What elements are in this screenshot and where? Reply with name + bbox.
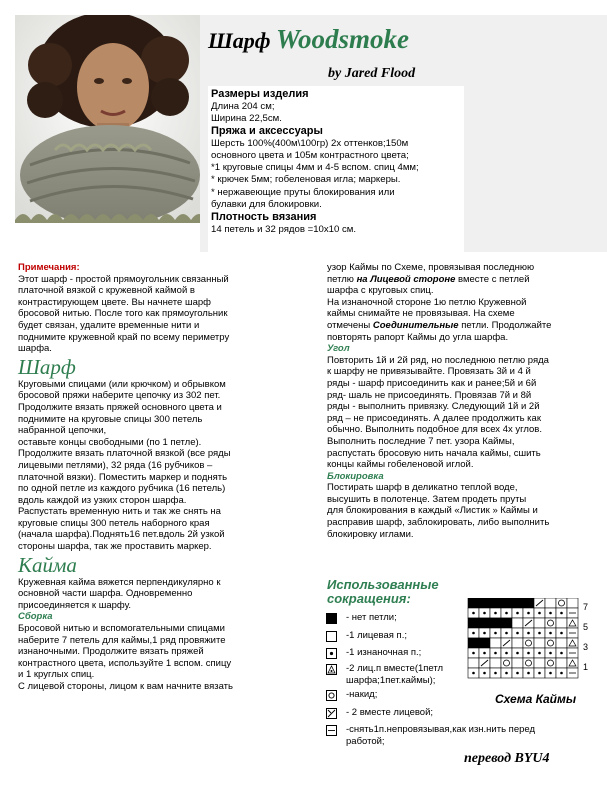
border-heading: Кайма	[18, 552, 77, 577]
chart-cell	[490, 598, 501, 608]
corner-line: ряды - выполнить привязку. Следующий 1й и 2й	[327, 401, 540, 413]
scarf-line: вдоль каждой из узких сторон шарфа.	[18, 494, 187, 506]
yarnover-square-icon	[326, 690, 337, 701]
text-run: петли. Продолжайте	[458, 319, 552, 331]
blocking-heading: Блокировка	[327, 470, 384, 482]
scarf-heading: Шарф	[18, 354, 76, 379]
emphasis-run: на Лицевой стороне	[356, 273, 456, 285]
key-label: работой;	[346, 736, 385, 747]
notes-line: поднимите кружевной край по всему периметру	[18, 331, 230, 343]
chart-cell	[556, 618, 567, 628]
purl-mark	[472, 672, 475, 675]
assembly-line: С лицевой стороны, лицом к вам начните вязать	[18, 681, 233, 692]
key-label: -снять1п.непровязывая,как изн.нить перед	[346, 724, 536, 735]
chart-cell	[490, 638, 501, 648]
purl-mark	[516, 672, 519, 675]
key-label: -1 изнаночная п.;	[346, 647, 422, 658]
purl-mark	[494, 672, 497, 675]
chart-caption: Схема Каймы	[495, 692, 577, 706]
chart-cell	[545, 638, 556, 648]
chart-cell	[545, 598, 556, 608]
chart-cell	[545, 658, 556, 668]
purl-mark	[549, 612, 552, 615]
chart-cell	[490, 658, 501, 668]
key-label: шарфа;1пет.каймы);	[346, 675, 436, 686]
purl-mark	[494, 612, 497, 615]
blocking-line: расправив шарф, заблокировать, либо выполнить	[327, 517, 550, 529]
text-run: вместе с петлей	[455, 273, 530, 285]
scarf-line: лицевыми петлями), 32 ряда (16 рубчиков –	[18, 459, 213, 471]
triangle-dot-square-icon	[326, 664, 337, 675]
purl-mark	[538, 612, 541, 615]
notes-heading: Примечания:	[18, 262, 80, 273]
chart-cell	[512, 658, 523, 668]
assembly-line: и 1 круглых спиц.	[18, 669, 95, 681]
chart-cell	[534, 638, 545, 648]
yarn-line: *1 круговые спицы 4мм и 4-5 вспом. спиц 4мм;	[211, 162, 419, 174]
chart-cell	[501, 618, 512, 628]
abbr-heading	[327, 578, 439, 606]
emphasis-run: Соединительные	[372, 319, 459, 331]
scarf-line: (начала шарфа).Поднять16 пет.вдоль 2й узкой	[18, 529, 225, 541]
purl-mark	[505, 652, 508, 655]
corner-line: обычно. Выполнить подобное для всех 4х углов.	[327, 424, 542, 436]
purl-mark	[560, 652, 563, 655]
chart-cell	[479, 638, 490, 648]
scarf-line: Круговыми спицами (или крючком) и обрывком	[18, 378, 226, 390]
notes-line: шарфа.	[18, 343, 52, 355]
empty-square-icon	[326, 631, 337, 642]
purl-mark	[549, 632, 552, 635]
purl-mark	[527, 672, 530, 675]
chart-cell	[523, 598, 534, 608]
chart-cell	[479, 598, 490, 608]
right-column	[327, 262, 605, 540]
gauge-heading: Плотность вязания	[211, 210, 317, 223]
body-line: шарфа с круговых спиц.	[327, 285, 434, 297]
purl-mark	[527, 612, 530, 615]
author-byline: by Jared Flood	[328, 66, 416, 81]
corner-line: ряды - шарф присоединить как и ранее;5й и 6й	[327, 377, 537, 389]
chart-cell	[512, 598, 523, 608]
scarf-line: круговые спицы 300 петель наборного края	[18, 517, 210, 529]
corner-heading: Угол	[327, 343, 350, 355]
chart-cell	[468, 618, 479, 628]
gauge-line: 14 петель и 32 рядов =10x10 см.	[211, 223, 357, 235]
slip-square-icon	[326, 725, 337, 736]
yarn-line: Шерсть 100%(400м\100гр) 2х оттенков;150м	[211, 138, 409, 150]
pattern-title	[208, 24, 409, 55]
abbr-heading-line: Использованные	[327, 577, 439, 592]
key-label: -1 лицевая п.;	[346, 630, 407, 641]
purl-mark	[516, 652, 519, 655]
chart-cell	[545, 618, 556, 628]
border-line: присоединяется к шарфу.	[18, 599, 132, 611]
purl-mark	[549, 672, 552, 675]
scarf-line: бросовой пряжи наберите цепочку из 302 пет.	[18, 390, 221, 402]
size-line: Ширина 22,5см.	[211, 113, 282, 125]
yarn-line: основного цвета и 105м контрастного цвета;	[211, 150, 409, 162]
chart-cell	[523, 638, 534, 648]
row-number: 7	[583, 602, 589, 612]
purl-mark	[483, 612, 486, 615]
purl-mark	[472, 652, 475, 655]
k2tog-square-icon	[326, 708, 337, 719]
abbr-heading-line: сокращения:	[327, 591, 411, 606]
chart-cell	[556, 598, 567, 608]
purl-mark	[516, 612, 519, 615]
key-label: -накид;	[346, 689, 378, 700]
chart-cell	[556, 658, 567, 668]
corner-line: ряд – не присоединять. А далее продолжить как	[327, 412, 541, 424]
purl-mark	[538, 652, 541, 655]
yarn-line: булавки для блокировки.	[211, 198, 322, 210]
chart-cell	[512, 618, 523, 628]
blocking-line: блокировку иглами.	[327, 528, 414, 540]
blocking-line: высушить в полотенце. Затем продеть пруты	[327, 493, 527, 505]
chart-cell	[556, 638, 567, 648]
purl-mark	[516, 632, 519, 635]
title-prefix: Шарф	[208, 28, 271, 53]
key-label: - нет петли;	[346, 612, 397, 623]
row-number: 1	[583, 662, 589, 672]
purl-mark	[483, 632, 486, 635]
border-line: Кружевная кайма вяжется перпендикулярно к	[18, 576, 221, 588]
notes-line: платочной вязкой с кружевной каймой в	[18, 285, 195, 297]
chart-cell	[523, 658, 534, 668]
blocking-line: Постирать шарф в деликатно теплой воде,	[327, 482, 518, 494]
body-line	[327, 274, 605, 286]
chart-cell	[468, 638, 479, 648]
notes-line: Этот шарф - простой прямоугольник связанный	[18, 273, 229, 285]
chart-cell	[468, 658, 479, 668]
filled-square-icon	[326, 613, 337, 624]
scarf-line: Продолжите вязать пряжей основного цвета и	[18, 401, 222, 413]
border-chart	[466, 598, 592, 680]
notes-line: бросовой нитью. После того как прямоугольник	[18, 308, 228, 320]
chart-cell	[479, 618, 490, 628]
notes-line: контрастирующем цвете. Вы начнете шарф	[18, 296, 211, 308]
purl-mark	[505, 612, 508, 615]
corner-line: ряд- шаль не присоединять. Провязав 7й и 8й	[327, 389, 532, 401]
body-line: На изнаночной стороне 1ю петлю Кружевной	[327, 296, 527, 308]
title-name: Woodsmoke	[276, 24, 410, 54]
left-column	[18, 262, 318, 693]
scarf-line: оставьте концы свободными (по 1 петле).	[18, 436, 202, 448]
chart-grid	[466, 598, 592, 680]
purl-mark	[527, 652, 530, 655]
scarf-line: набранной цепочки,	[18, 425, 107, 437]
specs-text	[211, 88, 463, 236]
purl-mark	[560, 612, 563, 615]
corner-line: Выполнить последние 7 пет. узора Каймы,	[327, 435, 515, 447]
assembly-line: контрастного цвета, используйте 1 вспом. спицу	[18, 657, 232, 669]
purl-mark	[472, 612, 475, 615]
translation-credit: перевод BYU4	[464, 751, 550, 766]
purl-mark	[505, 632, 508, 635]
scarf-line: стороны шарфа, так же проставить маркер.	[18, 541, 212, 553]
purl-mark	[472, 632, 475, 635]
chart-cell	[501, 598, 512, 608]
scarf-line: Продолжите вязать платочной вязкой (все ряды	[18, 448, 231, 460]
size-line: Длина 204 см;	[211, 101, 275, 112]
scarf-line: поднимите на круговые спицы 300 петель	[18, 413, 203, 425]
chart-cell	[501, 658, 512, 668]
assembly-heading: Сборка	[18, 611, 53, 623]
purl-mark	[505, 672, 508, 675]
corner-line: концы каймы гобеленовой иглой.	[327, 459, 474, 471]
corner-line: Повторить 1й и 2й ряд, но последнюю петлю ряда	[327, 354, 549, 366]
model-photo	[15, 15, 200, 223]
corner-line: к шарфу не привязывайте. Провязать 3й и 4 й	[327, 366, 531, 378]
body-line: повторять рапорт Каймы до угла шарфа.	[327, 331, 509, 343]
body-line	[327, 320, 605, 332]
yarn-line: * крючек 5мм; гобеленовая игла; маркеры.	[211, 174, 401, 186]
purl-mark	[538, 632, 541, 635]
assembly-line: изнаночными. Продолжите вязать пряжей	[18, 646, 204, 658]
row-number: 3	[583, 642, 589, 652]
purl-mark	[527, 632, 530, 635]
chart-cell	[534, 658, 545, 668]
purl-mark	[483, 672, 486, 675]
row-number: 5	[583, 622, 589, 632]
purl-mark	[560, 632, 563, 635]
scarf-line: платочной вязки). Поместить маркер и поднять	[18, 471, 228, 483]
text-run: петлю	[327, 273, 357, 285]
dot-square-icon	[326, 648, 337, 659]
body-line: узор Каймы по Схеме, провязывая последнюю	[327, 262, 535, 273]
border-line: основной части шарфа. Одновременно	[18, 588, 193, 600]
assembly-line: Бросовой нитью и вспомогательными спицами	[18, 623, 225, 635]
chart-cell	[468, 598, 479, 608]
size-heading: Размеры изделия	[211, 88, 309, 100]
purl-mark	[538, 672, 541, 675]
assembly-line: наберите 7 петель для каймы,1 ряд провяжите	[18, 634, 226, 646]
yarn-line: * нержавеющие пруты блокирования или	[211, 186, 395, 198]
chart-cell	[512, 638, 523, 648]
corner-line: распустать бросовую нить начала каймы, сшить	[327, 447, 541, 459]
chart-cell	[490, 618, 501, 628]
purl-mark	[560, 672, 563, 675]
yarn-heading: Пряжа и аксессуары	[211, 125, 323, 138]
body-line: каймы снимайте не провязывая. На схеме	[327, 308, 515, 320]
purl-mark	[483, 652, 486, 655]
key-label: -2 лиц.п вместе(1петл	[346, 663, 444, 674]
chart-cell	[567, 598, 578, 608]
notes-line: будет связан, удалите временные нити и	[18, 319, 200, 331]
key-label: - 2 вместе лицевой;	[346, 707, 434, 718]
blocking-line: для блокирования в каждый «Листик » Каймы и	[327, 505, 538, 517]
text-run: отмечены	[327, 319, 373, 331]
purl-mark	[549, 652, 552, 655]
scarf-line: Распустать временную нить и так же снять на	[18, 506, 221, 518]
chart-cell	[534, 618, 545, 628]
purl-mark	[494, 652, 497, 655]
purl-mark	[494, 632, 497, 635]
scarf-line: по одной петле из каждого рубчика (16 петель)	[18, 483, 226, 495]
